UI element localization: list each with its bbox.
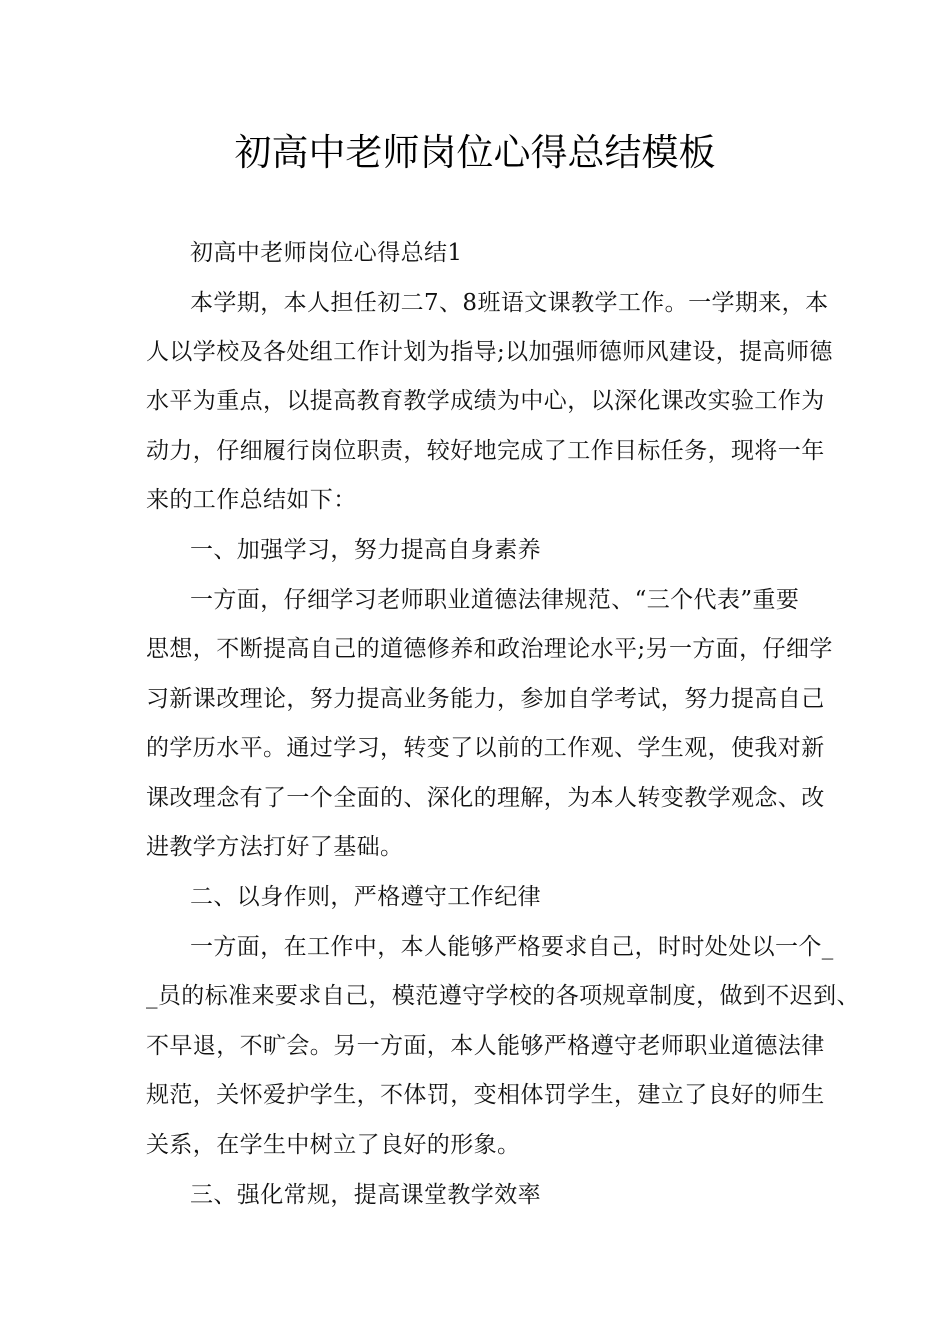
paragraph-line: 思想，不断提高自己的道德修养和政治理论水平;另一方面，仔细学: [146, 636, 833, 662]
paragraph-line: 关系，在学生中树立了良好的形象。: [146, 1132, 521, 1158]
paragraph-line: 课改理念有了一个全面的、深化的理解，为本人转变教学观念、改: [146, 785, 825, 811]
paragraph-line: 一方面，在工作中，本人能够严格要求自己，时时处处以一个_: [190, 934, 834, 960]
section-heading: 一、加强学习，努力提高自身素养: [190, 537, 541, 563]
paragraph-line: 进教学方法打好了基础。: [146, 834, 404, 860]
section-heading: 三、强化常规，提高课堂教学效率: [190, 1182, 541, 1208]
paragraph-line: 的学历水平。通过学习，转变了以前的工作观、学生观，使我对新: [146, 735, 825, 761]
section-heading: 二、以身作则，严格遵守工作纪律: [190, 884, 541, 910]
document-title: 初高中老师岗位心得总结模板: [234, 131, 716, 174]
paragraph-line: 一方面，仔细学习老师职业道德法律规范、“三个代表”重要: [190, 587, 800, 613]
paragraph-line: 水平为重点，以提高教育教学成绩为中心，以深化课改实验工作为: [146, 388, 825, 414]
section-heading: 初高中老师岗位心得总结1: [190, 240, 463, 266]
paragraph-line: _员的标准来要求自己，模范遵守学校的各项规章制度，做到不迟到、: [146, 983, 860, 1009]
paragraph-line: 本学期，本人担任初二7、8班语文课教学工作。一学期来，本: [190, 290, 829, 316]
paragraph-line: 规范，关怀爱护学生，不体罚，变相体罚学生，建立了良好的师生: [146, 1082, 825, 1108]
paragraph-line: 习新课改理论，努力提高业务能力，参加自学考试，努力提高自己: [146, 686, 825, 712]
paragraph-line: 动力，仔细履行岗位职责，较好地完成了工作目标任务，现将一年: [146, 438, 825, 464]
paragraph-line: 来的工作总结如下：: [146, 487, 357, 513]
paragraph-line: 人以学校及各处组工作计划为指导;以加强师德师风建设，提高师德: [146, 339, 833, 365]
paragraph-line: 不早退，不旷会。另一方面，本人能够严格遵守老师职业道德法律: [146, 1033, 825, 1059]
